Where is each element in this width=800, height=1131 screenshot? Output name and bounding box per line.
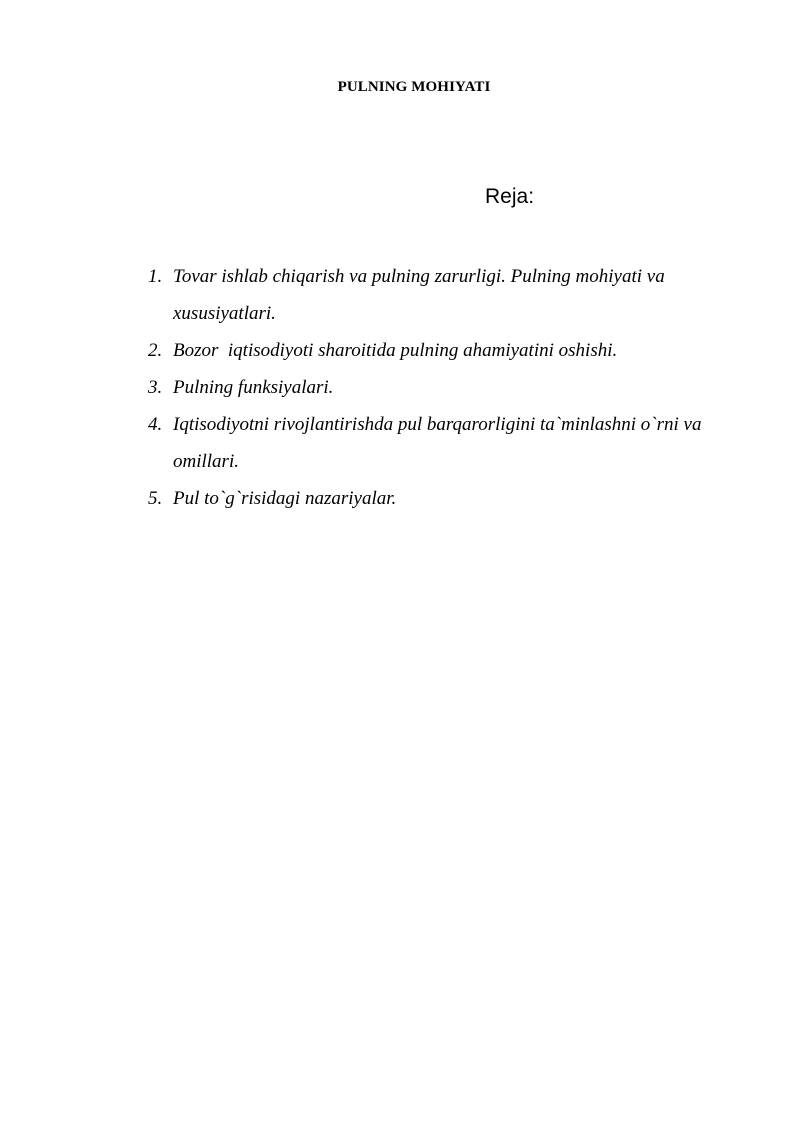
plan-item-number: 2. [148, 340, 163, 361]
plan-item-text: Pulning funksiyalari. [173, 377, 334, 398]
plan-item-text: Tovar ishlab chiqarish va pulning zarurligi. Pulning mohiyati va xususiyatlari. [173, 266, 670, 324]
plan-item-2 [148, 332, 738, 369]
plan-list [148, 258, 738, 517]
plan-item-number: 4. [148, 414, 163, 435]
document-title: PULNING MOHIYATI [337, 79, 491, 95]
plan-item-number: 1. [148, 266, 163, 287]
plan-item-number: 5. [148, 488, 163, 509]
plan-item-text: Iqtisodiyotni rivojlantirishda pul barqarorligini ta`minlashni o`rni va omillari. [173, 414, 707, 472]
plan-item-text: Bozor iqtisodiyoti sharoitida pulning ahamiyatini oshishi. [173, 340, 618, 361]
plan-item-text: Pul to`g`risidagi nazariyalar. [173, 488, 397, 509]
plan-item-number: 3. [148, 377, 163, 398]
plan-item-3 [148, 369, 738, 406]
plan-item-5 [148, 480, 738, 517]
plan-heading: Reja: [485, 185, 535, 208]
plan-item-1 [148, 258, 738, 332]
plan-item-4 [148, 406, 738, 480]
